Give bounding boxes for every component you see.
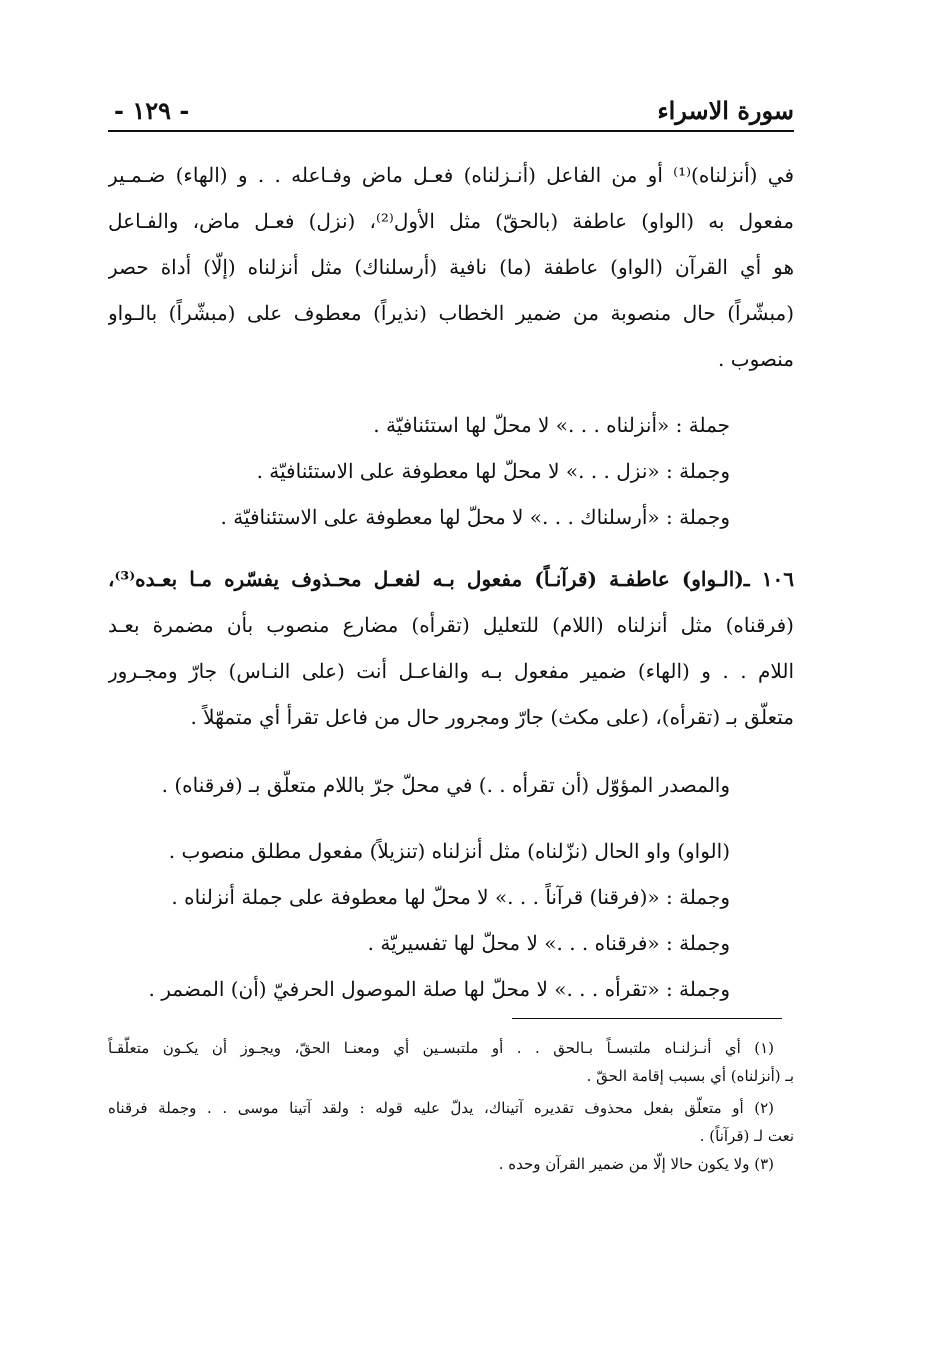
sentence-line: وجملة : «فرقناه . . .» لا محلّ لها تفسيريّة . [367, 931, 730, 955]
text-line: اللام . . و (الهاء) ضمير مفعول بـه والفاعـل أنت (على النـاس) جارّ ومجـرور [108, 659, 794, 683]
paragraph-1 [108, 152, 794, 382]
verse-line: ١٠٦ ـ(الـواو) عاطفـة (قرآنـاً) مفعول بـه لفعـل محـذوف يفسّره مـا بعـده⁽³⁾، [108, 567, 794, 591]
sentences-block-2 [108, 828, 794, 1012]
footnote-2: (٢) أو متعلّق بفعل محذوف تقديره آتيناك، يدلّ عليه قوله : ولقد آتينا موسى . . وجملة فرقناه [108, 1099, 774, 1117]
sentence-line: وجملة : «نزل . . .» لا محلّ لها معطوفة على الاستئنافيّة . [256, 459, 730, 483]
footnotes [108, 1034, 794, 1178]
text-line: منصوب . [718, 347, 794, 371]
text-line: (مبشّراً) حال منصوبة من ضمير الخطاب (نذيراً) معطوف على (مبشّراً) بالـواو [108, 301, 794, 325]
page-number: - ١٢٩ - [114, 96, 190, 125]
sentence-line: وجملة : «(فرقنا) قرآناً . . .» لا محلّ لها معطوفة على جملة أنزلناه . [171, 885, 730, 909]
footnote-2-cont: نعت لـ (قرآناً) . [699, 1127, 794, 1145]
text-line: (فرقناه) مثل أنزلناه (اللام) للتعليل (تقرأه) مضارع منصوب بأن مضمرة بعـد [108, 613, 794, 637]
sentence-line: جملة : «أنزلناه . . .» لا محلّ لها استئنافيّة . [373, 413, 730, 437]
text-line: في (أنزلناه)⁽¹⁾ أو من الفاعل (أنـزلناه) فعـل ماض وفـاعله . . و (الهاء) ضـمـير [108, 163, 794, 187]
sentence-line: (الواو) واو الحال (نزّلناه) مثل أنزلناه (تنزيلاً) مفعول مطلق منصوب . [168, 839, 730, 863]
sentence-line: وجملة : «أرسلناك . . .» لا محلّ لها معطوفة على الاستئنافيّة . [220, 505, 730, 529]
footnote-1-cont: بـ (أنزلناه) أي بسبب إقامة الحقّ . [586, 1067, 794, 1085]
sentence-line: وجملة : «تقرأه . . .» لا محلّ لها صلة الموصول الحرفيّ (أن) المضمر . [148, 977, 730, 1001]
footnote-divider [512, 1018, 782, 1019]
masdar-line [108, 762, 794, 808]
surah-title: سورة الاسراء [657, 96, 794, 125]
sentences-block-1 [108, 402, 794, 540]
text-line: متعلّق بـ (تقرأه)، (على مكث) جارّ ومجرور حال من فاعل تقرأ أي متمهّلاً . [190, 705, 794, 729]
text-line: مفعول به (الواو) عاطفة (بالحقّ) مثل الأول⁽²⁾، (نزل) فعـل ماض، والفـاعل [108, 209, 794, 233]
page-header [108, 92, 794, 132]
footnote-3: (٣) ولا يكون حالا إلّا من ضمير القرآن وحده . [498, 1155, 774, 1173]
paragraph-2 [108, 556, 794, 740]
sentence-line: والمصدر المؤوّل (أن تقرأه . .) في محلّ جرّ باللام متعلّق بـ (فرقناه) . [161, 773, 730, 797]
text-line: هو أي القرآن (الواو) عاطفة (ما) نافية (أرسلناك) مثل أنزلناه (إلّا) أداة حصر [108, 255, 794, 279]
footnote-1: (١) أي أنـزلنـاه ملتبسـاً بـالحق . . أو ملتبسـين أي ومعنـا الحقّ، ويجـوز أن يكـون متعلّقـاً [108, 1039, 774, 1057]
